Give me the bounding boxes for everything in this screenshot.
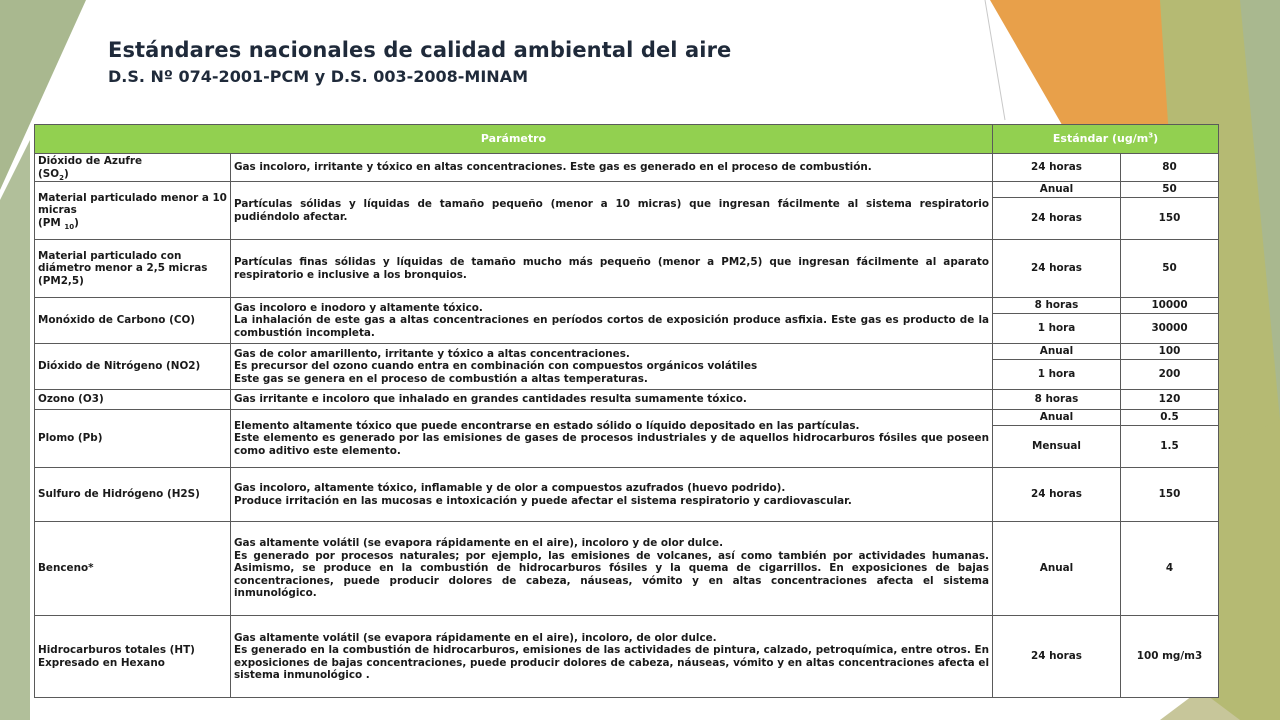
- table-row: [35, 522, 1219, 616]
- param-name: Hidrocarburos totales (HT): [38, 644, 195, 656]
- description-line: La inhalación de este gas a altas concentraciones en períodos cortos de exposición produce asfixia. Este gas es producto de la combustión incompleta.: [234, 314, 990, 339]
- description-cell: Gas incoloro, irritante y tóxico en altas concentraciones. Este gas es generado en el proceso de combustión.: [231, 154, 993, 182]
- param-cell: Dióxido de Nitrógeno (NO2): [35, 344, 231, 390]
- period-cell: Anual: [993, 182, 1121, 198]
- value-cell: 50: [1121, 240, 1219, 298]
- period-cell: 24 horas: [993, 468, 1121, 522]
- header-estandar: [993, 125, 1219, 154]
- description-cell: [231, 468, 993, 522]
- param-cell: [35, 182, 231, 240]
- header-estandar-sup: 3: [1148, 131, 1154, 140]
- value-cell: 0.5: [1121, 410, 1219, 426]
- param-cell: Monóxido de Carbono (CO): [35, 298, 231, 344]
- air-quality-standards-table: [34, 124, 1219, 698]
- value-cell: 200: [1121, 360, 1219, 390]
- period-cell: 24 horas: [993, 616, 1121, 698]
- description-cell: [231, 298, 993, 344]
- description-cell: Gas irritante e incoloro que inhalado en grandes cantidades resulta sumamente tóxico.: [231, 390, 993, 410]
- table-row: [35, 240, 1219, 298]
- value-cell: 150: [1121, 468, 1219, 522]
- value-cell: 1.5: [1121, 426, 1219, 468]
- period-cell: 1 hora: [993, 360, 1121, 390]
- period-cell: Anual: [993, 410, 1121, 426]
- value-cell: 150: [1121, 198, 1219, 240]
- description-cell: Partículas finas sólidas y líquidas de tamaño mucho más pequeño (menor a PM2,5) que ingresan fácilmente al aparato respiratorio e inclusive a los bronquios.: [231, 240, 993, 298]
- param-formula: (SO: [38, 167, 60, 180]
- table-row: [35, 154, 1219, 182]
- value-cell: 30000: [1121, 314, 1219, 344]
- description-line: Elemento altamente tóxico que puede encontrarse en estado sólido o líquido depositado en las partículas.: [234, 419, 860, 432]
- description-line: Este elemento es generado por las emisiones de gases de procesos industriales y de aquellos hidrocarburos fósiles que poseen como aditivo este elemento.: [234, 432, 990, 457]
- param-formula-end: ): [63, 167, 69, 180]
- table-row: [35, 616, 1219, 698]
- value-cell: 50: [1121, 182, 1219, 198]
- description-line: Gas incoloro, altamente tóxico, inflamable y de olor a compuestos azufrados (huevo podrido).: [234, 482, 786, 494]
- header-estandar-end: ): [1153, 131, 1159, 145]
- left-sage-strip: [0, 140, 30, 720]
- period-cell: 1 hora: [993, 314, 1121, 344]
- description-line: Es precursor del ozono cuando entra en combinación con compuestos orgánicos volátiles: [234, 360, 758, 373]
- description-cell: [231, 616, 993, 698]
- period-cell: 8 horas: [993, 298, 1121, 314]
- param-cell: [35, 154, 231, 182]
- param-cell: Plomo (Pb): [35, 410, 231, 468]
- param-cell: Benceno*: [35, 522, 231, 616]
- description-cell: Partículas sólidas y líquidas de tamaño pequeño (menor a 10 micras) que ingresan fácilmente al sistema respiratorio pudiéndolo afectar.: [231, 182, 993, 240]
- param-note: Expresado en Hexano: [38, 656, 165, 669]
- standards-table-wrapper: [34, 124, 1218, 698]
- value-cell: 80: [1121, 154, 1219, 182]
- description-line: Es generado por procesos naturales; por ejemplo, las emisiones de volcanes, así como también por actividades humanas. Asimismo, se produce en la combustión de hidrocarburos fósiles y la quema de cigarrillos. En exposiciones de bajas concentraciones, puede producir dolores de cabeza, náuseas, vómito y en altas concentraciones afecta el sistema inmunológico.: [234, 549, 990, 600]
- title-block: [108, 36, 731, 88]
- description-cell: [231, 410, 993, 468]
- param-cell: Ozono (O3): [35, 390, 231, 410]
- description-line: Gas de color amarillento, irritante y tóxico a altas concentraciones.: [234, 347, 630, 360]
- param-name: Material particulado menor a 10 micras: [38, 191, 227, 217]
- description-line: Gas incoloro e inodoro y altamente tóxico.: [234, 301, 483, 314]
- value-cell: 100: [1121, 344, 1219, 360]
- period-cell: Anual: [993, 522, 1121, 616]
- table-row: [35, 468, 1219, 522]
- header-parametro: Parámetro: [35, 125, 993, 154]
- value-cell: 4: [1121, 522, 1219, 616]
- value-cell: 100 mg/m3: [1121, 616, 1219, 698]
- description-line: Este gas se genera en el proceso de combustión a altas temperaturas.: [234, 372, 648, 385]
- table-row: [35, 390, 1219, 410]
- period-cell: 24 horas: [993, 198, 1121, 240]
- param-formula-end: ): [74, 216, 79, 229]
- page-subtitle: D.S. Nº 074-2001-PCM y D.S. 003-2008-MINAM: [108, 67, 528, 86]
- value-cell: 120: [1121, 390, 1219, 410]
- description-cell: [231, 522, 993, 616]
- period-cell: 24 horas: [993, 240, 1121, 298]
- param-name: Dióxido de Azufre: [38, 155, 143, 167]
- table-header-row: [35, 125, 1219, 154]
- header-estandar-text: Estándar (ug/m: [1052, 131, 1149, 145]
- param-formula-sub: 10: [64, 222, 75, 231]
- period-cell: 24 horas: [993, 154, 1121, 182]
- param-cell: Sulfuro de Hidrógeno (H2S): [35, 468, 231, 522]
- description-cell: [231, 344, 993, 390]
- table-row: [35, 410, 1219, 426]
- description-line: Gas altamente volátil (se evapora rápidamente en el aire), incoloro, de olor dulce.: [234, 631, 717, 644]
- param-formula: (PM: [38, 216, 65, 229]
- description-line: Produce irritación en las mucosas e intoxicación y puede afectar el sistema respiratorio y cardiovascular.: [234, 494, 852, 507]
- table-row: [35, 298, 1219, 314]
- table-row: [35, 344, 1219, 360]
- param-cell: Material particulado con diámetro menor a 2,5 micras (PM2,5): [35, 240, 231, 298]
- param-cell: [35, 616, 231, 698]
- value-cell: 10000: [1121, 298, 1219, 314]
- period-cell: Mensual: [993, 426, 1121, 468]
- param-formula-sub: 2: [59, 173, 64, 182]
- period-cell: Anual: [993, 344, 1121, 360]
- table-row: [35, 182, 1219, 198]
- description-line: Gas altamente volátil (se evapora rápidamente en el aire), incoloro y de olor dulce.: [234, 537, 724, 550]
- period-cell: 8 horas: [993, 390, 1121, 410]
- description-line: Es generado en la combustión de hidrocarburos, emisiones de las actividades de pintura, calzado, petroquímica, entre otros. En exposiciones de bajas concentraciones, puede producir dolores de cabeza, náuseas, vómito y en altas concentraciones afecta el sistema inmunológico .: [234, 644, 990, 681]
- page-title: Estándares nacionales de calidad ambiental del aire: [108, 38, 732, 62]
